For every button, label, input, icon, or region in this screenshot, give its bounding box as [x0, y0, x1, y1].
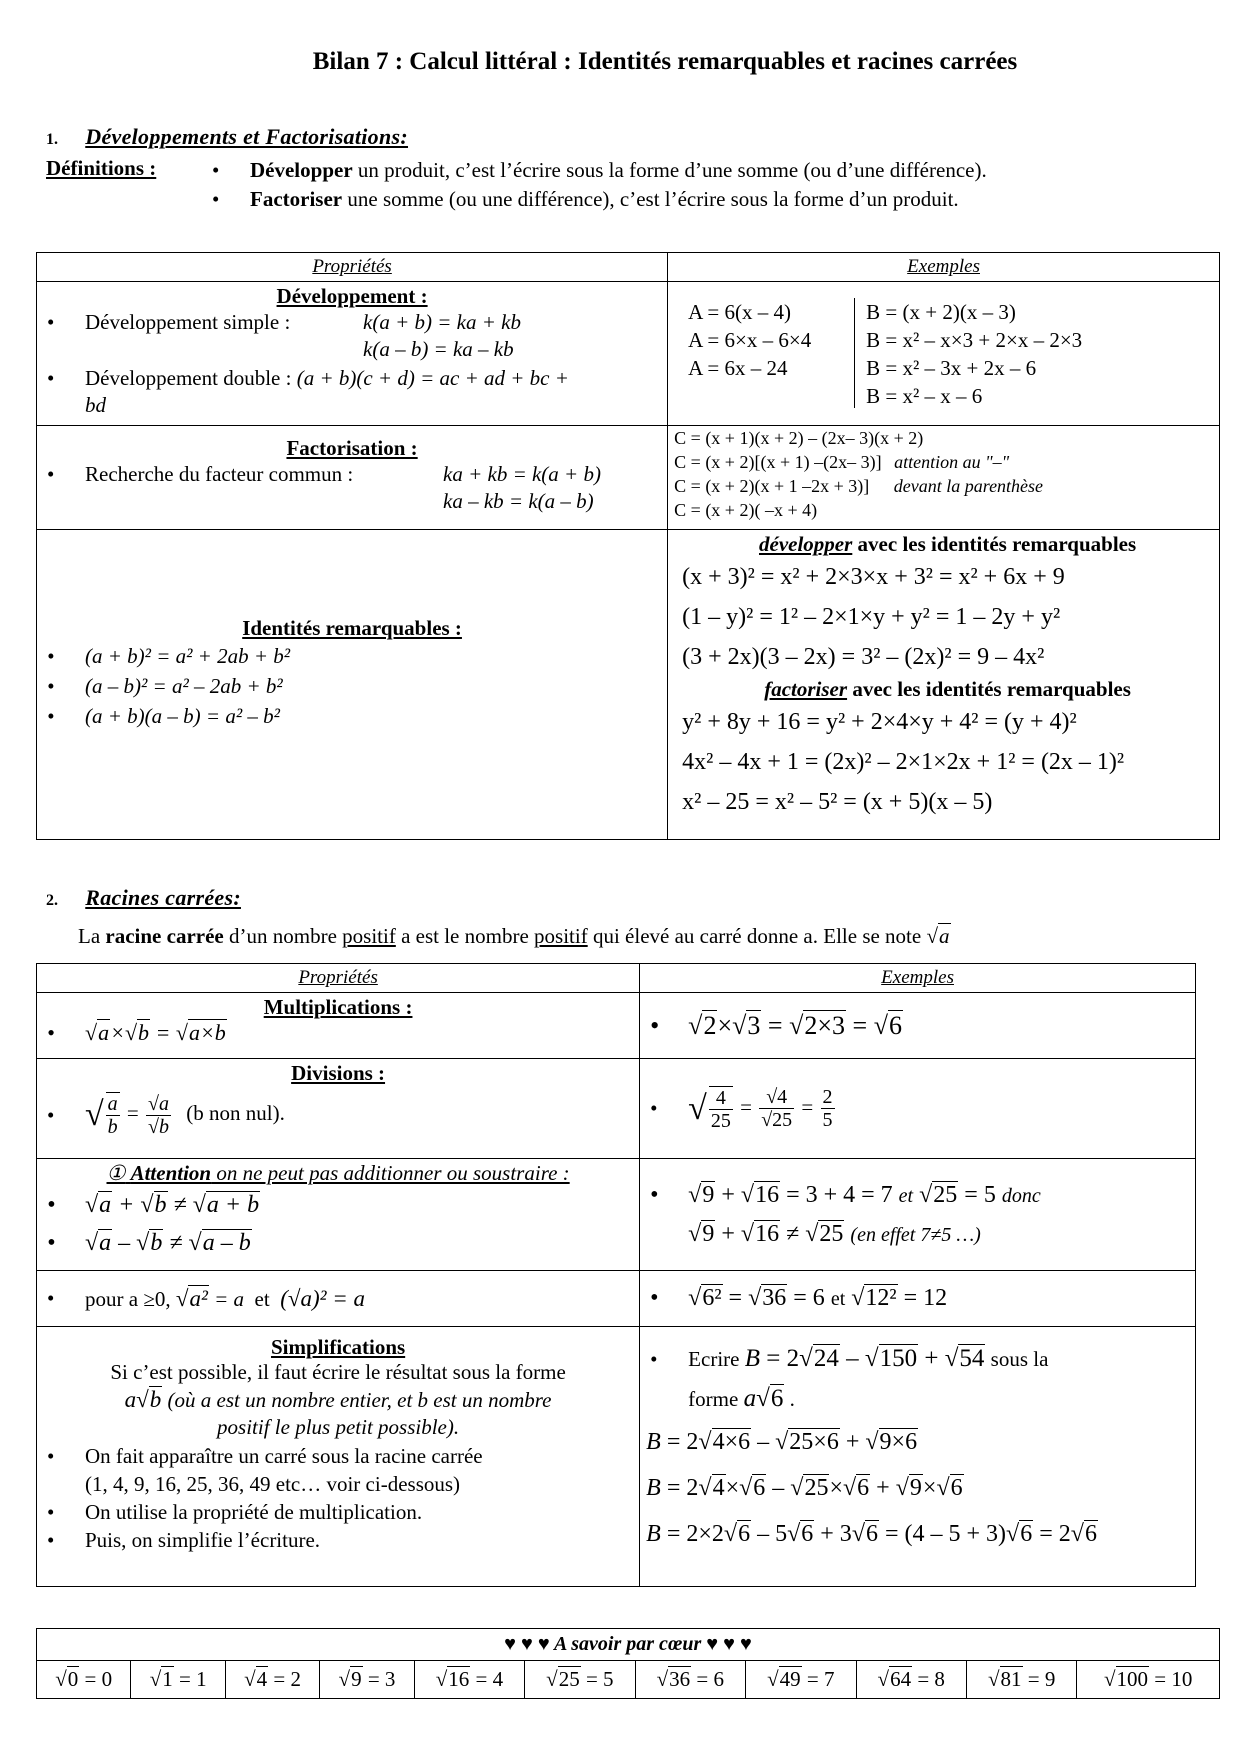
- simplification-step-1: • On fait apparaître un carré sous la racine carrée (1, 4, 9, 16, 25, 36, 49 etc… voir ci-dessous): [43, 1442, 633, 1498]
- simplification-line-3: B = 2×2√6 – 5√6 + 3√6 = (4 – 5 + 3)√6 = 2√6: [646, 1521, 1097, 1547]
- addition-example: • √9 + √16 = 3 + 4 = 7 et √25 = 5 donc √9 + √16 ≠ √25 (en effet 7≠5 …): [646, 1176, 1189, 1254]
- factor-example-3: x² – 25 = x² – 5² = (x + 5)(x – 5): [682, 789, 993, 815]
- develop-identities-heading: développer avec les identités remarquables: [759, 532, 1137, 556]
- simplification-text-3: positif le plus petit possible).: [217, 1415, 460, 1439]
- column-header-properties: Propriétés: [37, 964, 640, 993]
- section-title: Racines carrées:: [85, 885, 241, 910]
- simplification-form: a√b (où a est un nombre entier, et b est un nombre: [124, 1387, 552, 1412]
- table-square-roots: [36, 963, 1196, 1587]
- section-number: 1.: [46, 131, 58, 148]
- section-number: 2.: [46, 892, 58, 909]
- column-header-examples: Exemples: [668, 253, 1220, 282]
- divider: [854, 298, 855, 408]
- table-developments: [36, 252, 1220, 840]
- cell-identities: [37, 530, 668, 840]
- definitions-list: [208, 156, 987, 214]
- division-heading: Divisions :: [291, 1061, 386, 1085]
- dev-double-item: • Développement double : (a + b)(c + d) = ac + ad + bc + bd: [43, 365, 661, 419]
- cell-multiplication: [37, 993, 640, 1059]
- cell-factorisation: [37, 426, 668, 530]
- factor-example-1: y² + 8y + 16 = y² + 2×4×y + 4² = (y + 4)²: [682, 709, 1077, 735]
- simplification-line-1: B = 2√4×6 – √25×6 + √9×6: [646, 1429, 918, 1455]
- multiplication-heading: Multiplications :: [263, 995, 413, 1019]
- simplification-example-intro: • Ecrire B = 2√24 – √150 + √54 sous la forme a√6 .: [646, 1339, 1189, 1419]
- power-example: • √6² = √36 = 6 et √12² = 12: [646, 1285, 1189, 1312]
- power-rule: • pour a ≥0, √a² = a et (√a)² = a: [43, 1286, 633, 1312]
- by-heart-cell: √49 = 7: [746, 1661, 856, 1699]
- simplification-text: Si c’est possible, il faut écrire le résultat sous la forme: [110, 1360, 566, 1384]
- by-heart-cell: √25 = 5: [525, 1661, 635, 1699]
- multiplication-example: • √2×√3 = √2×3 = √6: [646, 1011, 1189, 1041]
- example-B: B = (x + 2)(x – 3) B = x² – x×3 + 2×x – 2×3 B = x² – 3x + 2x – 6 B = x² – x – 6: [866, 300, 1083, 408]
- section2-heading: [46, 885, 241, 911]
- division-example: • √ $\frac{4}{25}$ = $\frac{√4}{√25}$ = $\frac{2}{5}$: [646, 1086, 1189, 1132]
- section-title: Développements et Factorisations:: [85, 124, 409, 149]
- cell-power: [37, 1271, 640, 1327]
- definition-develop: • Développer un produit, c’est l’écrire sous la forme d’une somme (ou d’une différence).: [208, 156, 987, 185]
- cell-multiplication-example: [640, 993, 1196, 1059]
- by-heart-cell: √64 = 8: [856, 1661, 966, 1699]
- identity-2: • (a – b)² = a² – 2ab + b²: [43, 671, 661, 701]
- simplification-step-2: • On utilise la propriété de multiplication.: [43, 1498, 633, 1526]
- cell-examples-identities: [668, 530, 1220, 840]
- dev-simple-item: • Développement simple : k(a + b) = ka + kb k(a – b) = ka – kb: [43, 309, 661, 336]
- by-heart-heading: ♥ ♥ ♥ A savoir par cœur ♥ ♥ ♥: [37, 1629, 1220, 1661]
- identity-3: • (a + b)(a – b) = a² – b²: [43, 701, 661, 731]
- cell-attention: [37, 1159, 640, 1271]
- cell-development: [37, 282, 668, 426]
- simplification-heading: Simplifications: [270, 1335, 406, 1359]
- factor-example-2: 4x² – 4x + 1 = (2x)² – 2×1×2x + 1² = (2x – 1)²: [682, 749, 1125, 775]
- column-header-examples: Exemples: [640, 964, 1196, 993]
- cell-examples-dev: [668, 282, 1220, 426]
- develop-example-1: (x + 3)² = x² + 2×3×x + 3² = x² + 6x + 9: [682, 564, 1065, 590]
- attention-heading: ① Attention on ne peut pas additionner ou soustraire :: [106, 1161, 570, 1185]
- cell-simplification-example: [640, 1327, 1196, 1587]
- identities-heading: Identités remarquables :: [242, 616, 462, 640]
- develop-example-2: (1 – y)² = 1² – 2×1×y + y² = 1 – 2y + y²: [682, 604, 1061, 630]
- by-heart-cell: √0 = 0: [37, 1661, 131, 1699]
- simplification-step-3: • Puis, on simplifie l’écriture.: [43, 1526, 633, 1554]
- multiplication-rule: • √a×√b = √a×b: [43, 1020, 633, 1046]
- fact-item: • Recherche du facteur commun : ka + kb = k(a + b) ka – kb = k(a – b): [43, 461, 661, 488]
- example-A: A = 6(x – 4) A = 6×x – 6×4 A = 6x – 24: [688, 300, 812, 380]
- cell-division: [37, 1059, 640, 1159]
- fact-formula-2: ka – kb = k(a – b): [443, 489, 594, 513]
- cell-attention-example: [640, 1159, 1196, 1271]
- dev-simple-formula-2: k(a – b) = ka – kb: [363, 337, 514, 361]
- by-heart-cell: √16 = 4: [414, 1661, 524, 1699]
- definitions-label: Définitions :: [46, 156, 157, 180]
- cell-simplification: [37, 1327, 640, 1587]
- by-heart-row: [37, 1661, 1220, 1699]
- by-heart-cell: √100 = 10: [1077, 1661, 1220, 1699]
- warning-icon: ①: [106, 1161, 126, 1185]
- fact-formula-1: ka + kb = k(a + b): [443, 462, 601, 486]
- dev-simple-formula-1: k(a + b) = ka + kb: [363, 310, 521, 334]
- subtraction-rule: • √a – √b ≠ √a – b: [43, 1224, 633, 1262]
- by-heart-cell: √36 = 6: [635, 1661, 745, 1699]
- column-header-properties: Propriétés: [37, 253, 668, 282]
- cell-examples-fact: [668, 426, 1220, 530]
- develop-example-3: (3 + 2x)(3 – 2x) = 3² – (2x)² = 9 – 4x²: [682, 644, 1045, 670]
- page-title: Bilan 7 : Calcul littéral : Identités remarquables et racines carrées: [312, 48, 1018, 75]
- development-heading: Développement :: [276, 284, 428, 308]
- by-heart-cell: √4 = 2: [225, 1661, 319, 1699]
- by-heart-cell: √81 = 9: [966, 1661, 1076, 1699]
- factor-identities-heading: factoriser avec les identités remarquables: [764, 677, 1131, 701]
- cell-division-example: [640, 1059, 1196, 1159]
- division-rule: • √ $\frac{a}{b}$ = $\frac{√a}{√b}$ (b non nul).: [43, 1092, 633, 1138]
- by-heart-cell: √9 = 3: [320, 1661, 414, 1699]
- factorisation-heading: Factorisation :: [286, 436, 418, 460]
- addition-rule: • √a + √b ≠ √a + b: [43, 1186, 633, 1224]
- example-C: C = (x + 1)(x + 2) – (2x– 3)(x + 2) C = (x + 2)[(x + 1) –(2x– 3)] attention au "–" C = (x + 2)(x + 1 –2x + 3)] devant la parenthèse C = (x + 2)( –x + 4): [674, 428, 1044, 520]
- definition-factor: • Factoriser une somme (ou une différence), c’est l’écrire sous la forme d’un produit.: [208, 185, 987, 214]
- table-by-heart: [36, 1628, 1220, 1699]
- by-heart-cell: √1 = 1: [131, 1661, 225, 1699]
- cell-power-example: [640, 1271, 1196, 1327]
- simplification-line-2: B = 2√4×√6 – √25×√6 + √9×√6: [646, 1475, 963, 1501]
- section1-heading: [46, 124, 408, 150]
- identity-1: • (a + b)² = a² + 2ab + b²: [43, 641, 661, 671]
- sqrt-definition: La racine carrée d’un nombre positif a est le nombre positif qui élevé au carré donne a. Elle se note √a: [78, 924, 950, 948]
